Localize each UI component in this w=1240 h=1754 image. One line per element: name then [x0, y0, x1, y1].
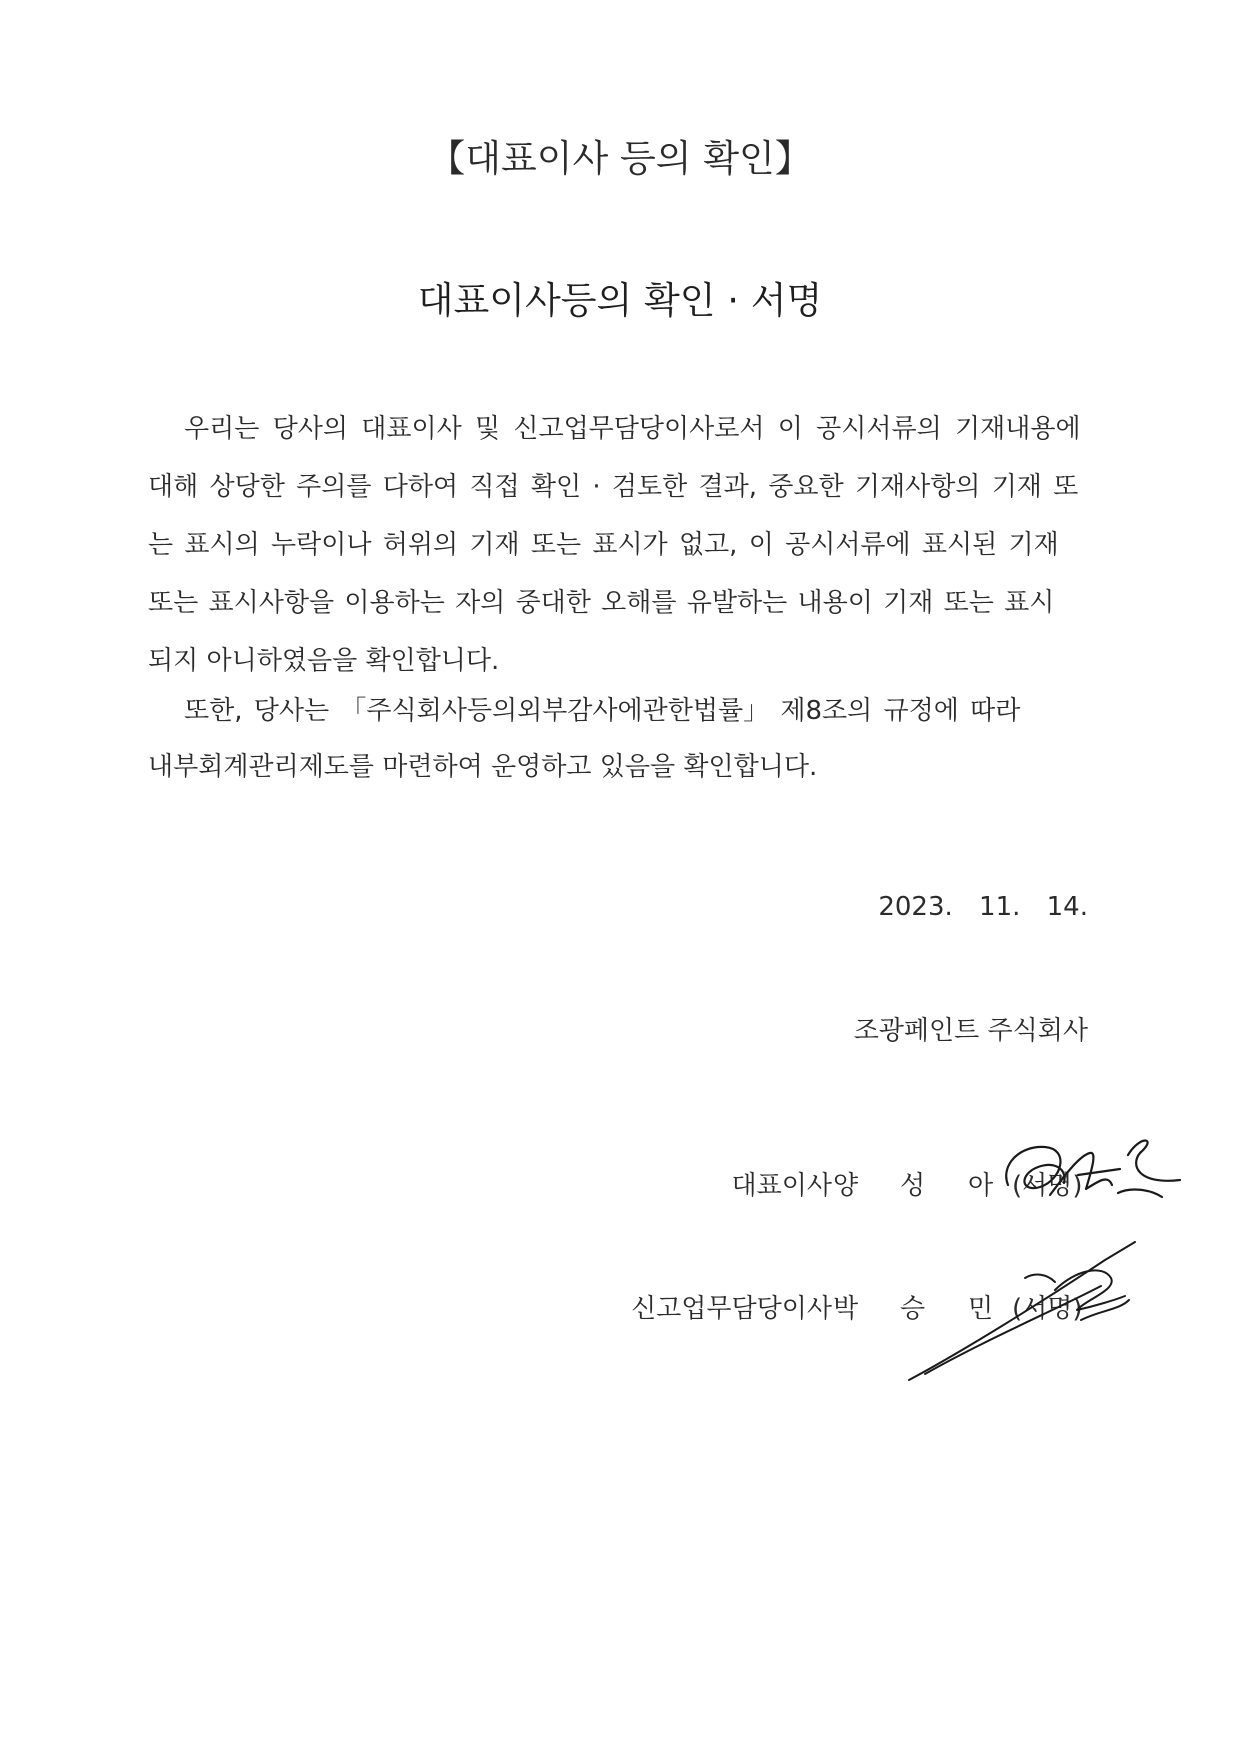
paragraph-line: 는 표시의 누락이나 허위의 기재 또는 표시가 없고, 이 공시서류에 표시된 기재	[148, 530, 1059, 560]
signatory-reporting-director-name-char: 박	[833, 1294, 859, 1324]
reporting-director-handwritten-signature	[905, 1230, 1165, 1390]
signatory-reporting-director-role: 신고업무담당이사	[631, 1294, 832, 1324]
paragraph-line: 대해 상당한 주의를 다하여 직접 확인 · 검토한 결과, 중요한 기재사항의 기재 또	[148, 472, 1079, 502]
paragraph-line: 내부회계관리제도를 마련하여 운영하고 있음을 확인합니다.	[148, 752, 818, 782]
signatory-ceo-name-char: 아	[968, 1171, 994, 1201]
signatory-ceo-name-char: 양	[833, 1171, 859, 1201]
paragraph-line: 되지 아니하였음을 확인합니다.	[148, 646, 500, 676]
ceo-handwritten-signature	[990, 1125, 1190, 1215]
document-header: 【대표이사 등의 확인】	[428, 137, 812, 180]
document-title: 대표이사등의 확인 · 서명	[417, 279, 823, 322]
signatory-reporting-director-name-char: 민	[968, 1294, 994, 1324]
paragraph-line: 또한, 당사는 「주식회사등의외부감사에관한법률」 제8조의 규정에 따라	[184, 696, 1021, 726]
signatory-ceo-sign-mark: (서명)	[1012, 1171, 1083, 1201]
signatory-reporting-director-sign-mark: (서명)	[1012, 1294, 1083, 1324]
signatory-ceo-name-char: 성	[900, 1171, 926, 1201]
signatory-ceo-role: 대표이사	[731, 1171, 832, 1201]
paragraph-line: 우리는 당사의 대표이사 및 신고업무담당이사로서 이 공시서류의 기재내용에	[184, 414, 1081, 444]
document-date: 2023. 11. 14.	[878, 892, 1088, 922]
company-name: 조광페인트 주식회사	[853, 1016, 1088, 1046]
paragraph-line: 또는 표시사항을 이용하는 자의 중대한 오해를 유발하는 내용이 기재 또는 표시	[148, 588, 1055, 618]
signatory-reporting-director-name-char: 승	[900, 1294, 926, 1324]
